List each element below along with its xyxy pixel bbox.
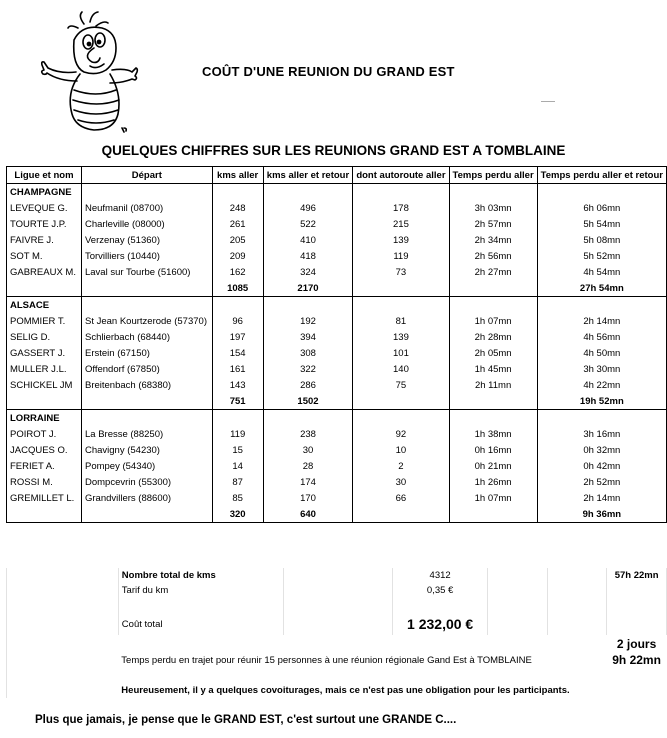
col-header-temps-ar: Temps perdu aller et retour (537, 167, 666, 184)
cell-kms-ar: 174 (263, 474, 353, 490)
total-kms: 320 (212, 506, 263, 523)
table-row (7, 442, 667, 458)
document-title: COÛT D'UNE REUNION DU GRAND EST (202, 64, 455, 79)
cell-nom: GREMILLET L. (7, 490, 82, 506)
total-kms-value: 4312 (392, 568, 488, 583)
cell-depart: Torvilliers (10440) (81, 248, 212, 264)
region-name: ALSACE (7, 297, 82, 314)
cell-kms: 161 (212, 361, 263, 377)
cell-kms: 248 (212, 200, 263, 216)
cell-temps-aller: 1h 07mn (449, 490, 537, 506)
cell-temps-ar: 0h 42mn (537, 458, 666, 474)
table-row (7, 232, 667, 248)
total-temps: 9h 36mn (537, 506, 666, 523)
col-header-ligue: Ligue et nom (7, 167, 82, 184)
cell-nom: GABREAUX M. (7, 264, 82, 280)
cout-value: 1 232,00 € (392, 613, 488, 635)
cell-nom: SELIG D. (7, 329, 82, 345)
cell-depart: Verzenay (51360) (81, 232, 212, 248)
cell-kms-ar: 410 (263, 232, 353, 248)
cell-nom: MULLER J.L. (7, 361, 82, 377)
region-name: CHAMPAGNE (7, 184, 82, 201)
cell-kms-ar: 418 (263, 248, 353, 264)
cell-kms-ar: 308 (263, 345, 353, 361)
cell-autoroute: 92 (353, 426, 449, 442)
cell-kms-ar: 394 (263, 329, 353, 345)
cell-temps-aller: 2h 28mn (449, 329, 537, 345)
cell-autoroute: 215 (353, 216, 449, 232)
cell-kms: 96 (212, 313, 263, 329)
table-row (7, 458, 667, 474)
cell-nom: JACQUES O. (7, 442, 82, 458)
cell-temps-aller: 3h 03mn (449, 200, 537, 216)
cell-kms-ar: 286 (263, 377, 353, 393)
total-temps: 27h 54mn (537, 280, 666, 297)
table-row (7, 216, 667, 232)
col-header-temps-aller: Temps perdu aller (449, 167, 537, 184)
table-row (7, 474, 667, 490)
cell-temps-aller: 0h 21mn (449, 458, 537, 474)
region-header-row (7, 297, 667, 314)
cell-kms: 119 (212, 426, 263, 442)
cell-depart: Dompcevrin (55300) (81, 474, 212, 490)
cell-kms: 154 (212, 345, 263, 361)
cell-temps-aller: 2h 27mn (449, 264, 537, 280)
cell-temps-aller: 2h 05mn (449, 345, 537, 361)
col-header-kms-ar: kms aller et retour (263, 167, 353, 184)
footer-remark: Plus que jamais, je pense que le GRAND EST, c'est surtout une GRANDE C.... (35, 714, 457, 726)
table-row (7, 264, 667, 280)
cell-temps-aller: 1h 26mn (449, 474, 537, 490)
cell-temps-aller: 2h 56mn (449, 248, 537, 264)
region-total-row (7, 280, 667, 297)
cell-autoroute: 101 (353, 345, 449, 361)
cell-kms: 143 (212, 377, 263, 393)
cell-autoroute: 2 (353, 458, 449, 474)
cell-autoroute: 30 (353, 474, 449, 490)
cell-temps-aller: 1h 07mn (449, 313, 537, 329)
cell-kms-ar: 322 (263, 361, 353, 377)
cell-temps-ar: 5h 54mn (537, 216, 666, 232)
cell-autoroute: 139 (353, 329, 449, 345)
total-kms-ar: 640 (263, 506, 353, 523)
region-header-row (7, 184, 667, 201)
table-row (7, 329, 667, 345)
cell-kms: 205 (212, 232, 263, 248)
cell-temps-ar: 2h 14mn (537, 313, 666, 329)
col-header-autoroute: dont autoroute aller (353, 167, 449, 184)
cell-depart: Grandvillers (88600) (81, 490, 212, 506)
cell-depart: Neufmanil (08700) (81, 200, 212, 216)
table-row (7, 313, 667, 329)
cell-autoroute: 119 (353, 248, 449, 264)
cell-nom: FERIET A. (7, 458, 82, 474)
cell-kms-ar: 324 (263, 264, 353, 280)
total-kms-label: Nombre total de kms (118, 568, 283, 583)
region-total-row (7, 506, 667, 523)
cell-kms: 15 (212, 442, 263, 458)
cell-kms-ar: 170 (263, 490, 353, 506)
cell-kms: 209 (212, 248, 263, 264)
cell-depart: St Jean Kourtzerode (57370) (81, 313, 212, 329)
cell-temps-aller: 2h 11mn (449, 377, 537, 393)
cell-kms-ar: 30 (263, 442, 353, 458)
cout-label: Coût total (118, 613, 283, 635)
cell-temps-ar: 3h 30mn (537, 361, 666, 377)
cell-temps-ar: 5h 52mn (537, 248, 666, 264)
jours-value: 2 jours (616, 636, 657, 651)
main-title: QUELQUES CHIFFRES SUR LES REUNIONS GRAND EST A TOMBLAINE (101, 143, 566, 158)
total-kms-ar: 2170 (263, 280, 353, 297)
col-header-kms-aller: kms aller (212, 167, 263, 184)
cell-nom: POIROT J. (7, 426, 82, 442)
cartoon-character-illustration (40, 10, 140, 135)
cell-temps-aller: 1h 45mn (449, 361, 537, 377)
cell-nom: GASSERT J. (7, 345, 82, 361)
cell-temps-ar: 3h 16mn (537, 426, 666, 442)
cell-nom: ROSSI M. (7, 474, 82, 490)
cell-depart: Pompey (54340) (81, 458, 212, 474)
cell-depart: Offendorf (67850) (81, 361, 212, 377)
cell-autoroute: 81 (353, 313, 449, 329)
table-row (7, 490, 667, 506)
cell-autoroute: 66 (353, 490, 449, 506)
cell-depart: Erstein (67150) (81, 345, 212, 361)
cell-kms: 197 (212, 329, 263, 345)
cell-temps-aller: 1h 38mn (449, 426, 537, 442)
cell-kms-ar: 28 (263, 458, 353, 474)
cell-nom: TOURTE J.P. (7, 216, 82, 232)
cell-nom: FAIVRE J. (7, 232, 82, 248)
col-header-depart: Départ (81, 167, 212, 184)
cell-temps-ar: 4h 50mn (537, 345, 666, 361)
cell-nom: LEVEQUE G. (7, 200, 82, 216)
cell-kms: 261 (212, 216, 263, 232)
cell-temps-ar: 6h 06mn (537, 200, 666, 216)
cell-nom: SOT M. (7, 248, 82, 264)
cell-autoroute: 140 (353, 361, 449, 377)
cell-temps-ar: 0h 32mn (537, 442, 666, 458)
region-name: LORRAINE (7, 410, 82, 427)
cell-depart: Laval sur Tourbe (51600) (81, 264, 212, 280)
heures-value: 9h 22mn (612, 653, 661, 667)
total-temps-value: 57h 22mn (607, 568, 667, 583)
cell-kms-ar: 522 (263, 216, 353, 232)
cell-autoroute: 73 (353, 264, 449, 280)
summary-table (6, 568, 667, 698)
total-kms: 1085 (212, 280, 263, 297)
cell-temps-aller: 2h 34mn (449, 232, 537, 248)
total-kms-ar: 1502 (263, 393, 353, 410)
cell-kms-ar: 192 (263, 313, 353, 329)
cell-kms-ar: 496 (263, 200, 353, 216)
cell-nom: SCHICKEL JM (7, 377, 82, 393)
cell-autoroute: 75 (353, 377, 449, 393)
cell-temps-aller: 0h 16mn (449, 442, 537, 458)
temps-perdu-text: Temps perdu en trajet pour réunir 15 personnes à une réunion régionale Gand Est à TOMBLAINE (121, 655, 532, 666)
cell-temps-ar: 5h 08mn (537, 232, 666, 248)
cell-depart: Breitenbach (68380) (81, 377, 212, 393)
cell-autoroute: 178 (353, 200, 449, 216)
cell-kms-ar: 238 (263, 426, 353, 442)
cell-kms: 14 (212, 458, 263, 474)
table-row (7, 200, 667, 216)
table-row (7, 345, 667, 361)
cell-temps-ar: 4h 54mn (537, 264, 666, 280)
region-header-row (7, 410, 667, 427)
table-header-row (7, 167, 667, 184)
cell-kms: 162 (212, 264, 263, 280)
cell-depart: Schlierbach (68440) (81, 329, 212, 345)
table-row (7, 248, 667, 264)
tarif-value: 0,35 € (392, 583, 488, 598)
region-total-row (7, 393, 667, 410)
cell-kms: 85 (212, 490, 263, 506)
cell-temps-ar: 4h 22mn (537, 377, 666, 393)
cell-temps-ar: 2h 52mn (537, 474, 666, 490)
total-temps: 19h 52mn (537, 393, 666, 410)
table-row (7, 426, 667, 442)
cell-depart: La Bresse (88250) (81, 426, 212, 442)
total-kms: 751 (212, 393, 263, 410)
cell-temps-ar: 2h 14mn (537, 490, 666, 506)
cell-nom: POMMIER T. (7, 313, 82, 329)
cell-autoroute: 10 (353, 442, 449, 458)
cell-depart: Charleville (08000) (81, 216, 212, 232)
cell-depart: Chavigny (54230) (81, 442, 212, 458)
covoiturage-text: Heureusement, il y a quelques covoiturages, mais ce n'est pas une obligation pour les participants. (121, 685, 570, 696)
reunion-table (6, 166, 667, 523)
table-row (7, 361, 667, 377)
table-row (7, 377, 667, 393)
cell-kms: 87 (212, 474, 263, 490)
tarif-label: Tarif du km (118, 583, 283, 598)
decorative-line (541, 101, 555, 102)
cell-temps-aller: 2h 57mn (449, 216, 537, 232)
cell-temps-ar: 4h 56mn (537, 329, 666, 345)
cell-autoroute: 139 (353, 232, 449, 248)
